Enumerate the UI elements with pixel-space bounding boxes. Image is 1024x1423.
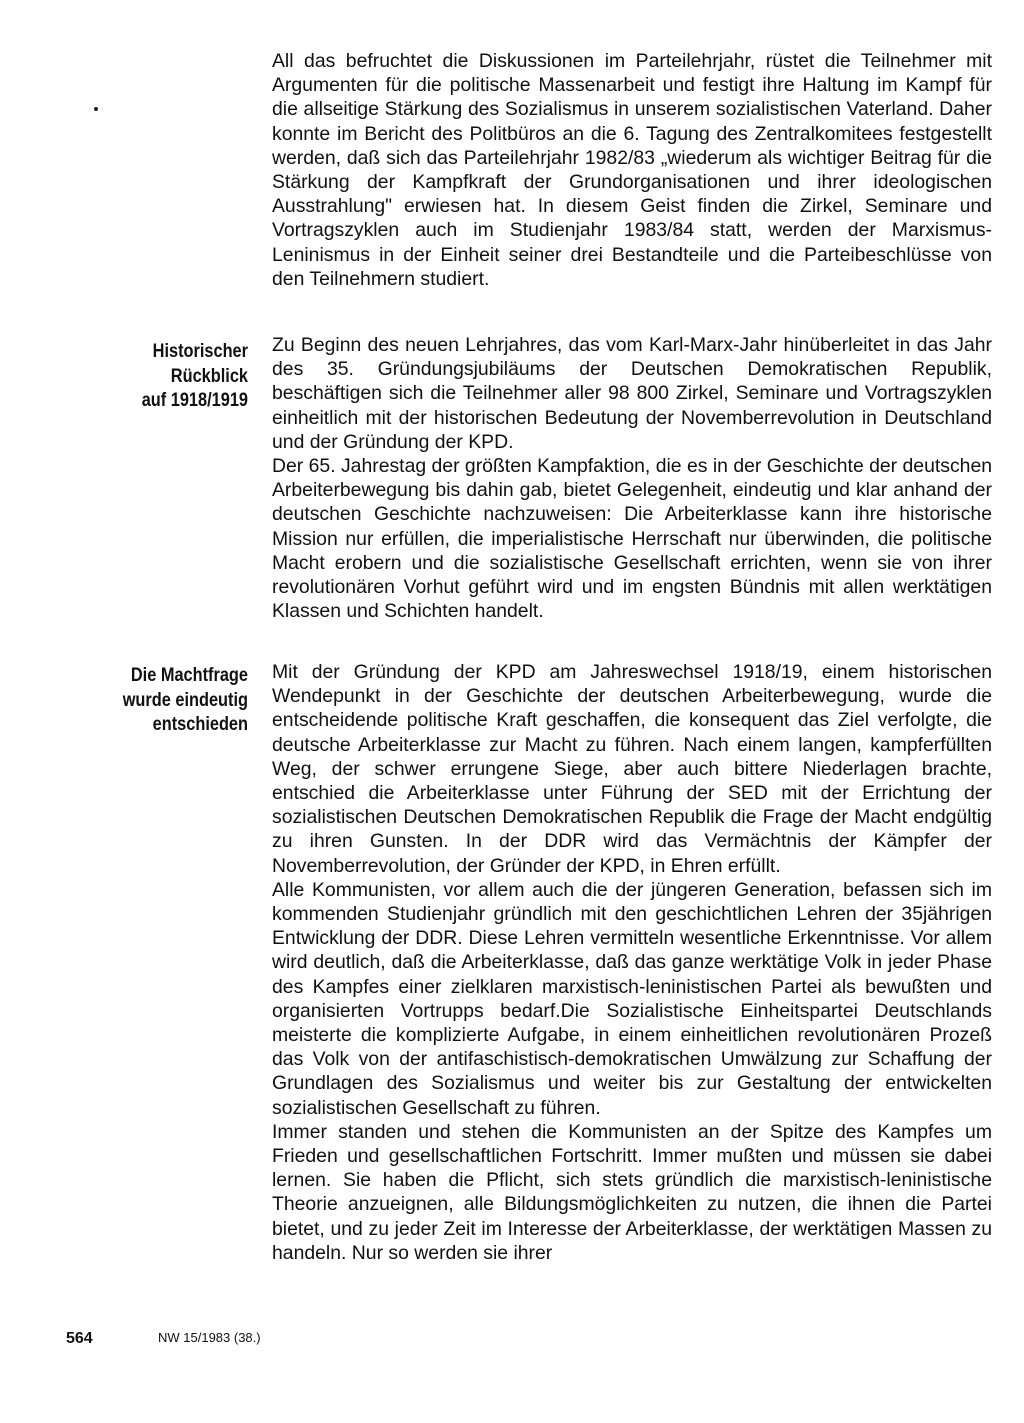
marginal-heading-historischer-rueckblick: Historischer Rückblick auf 1918/1919 <box>141 341 248 411</box>
body-paragraph: All das befruchtet die Diskussionen im Parteilehrjahr, rüstet die Teilnehmer mit Argumenten für die politische Massenarbeit und festigt ihre Haltung im Kampf für die allseitige Stärkung des Sozialismus in unserem sozialistischen Vaterland. Daher konnte im Bericht des Politbüros an die 6. Tagung des Zentralkomitees festgestellt werden, daß sich das Parteilehrjahr 1982/83 „wiederum als wichtiger Beitrag für die Stärkung der Kampfkraft der Grundorganisationen und ihrer ideologischen Ausstrahlung" erwiesen hat. In diesem Geist finden die Zirkel, Seminare und Vortragszyklen auch im Studienjahr 1983/84 statt, werden der Marxismus-Leninismus in der Einheit seiner drei Bestandteile und die Parteibeschlüsse von den Teilnehmern studiert. <box>272 50 992 290</box>
body-paragraph: Immer standen und stehen die Kommunisten an der Spitze des Kampfes um Frieden und gesellschaftlichen Fortschritt. Immer mußten und müssen sie dabei lernen. Sie haben die Pflicht, sich stets gründlich die marxistisch-leninistische Theorie anzueignen, alle Bildungsmöglichkeiten zu nutzen, die ihnen die Partei bietet, und zu jeder Zeit im Interesse der Arbeiterklasse, der werktätigen Massen zu handeln. Nur so werden sie ihrer <box>272 1120 992 1264</box>
marginal-heading-machtfrage: Die Machtfrage wurde eindeutig entschieden <box>122 665 248 735</box>
body-section-1 <box>272 49 992 291</box>
issue-reference: NW 15/1983 (38.) <box>158 1330 261 1345</box>
body-section-3 <box>272 660 992 1265</box>
body-paragraph: Mit der Gründung der KPD am Jahreswechsel 1918/19, einem historischen Wendepunkt in der Geschichte der deutschen Arbeiterbewegung, wurde die entscheidende politische Kraft geschaffen, die konsequent das Ziel verfolgte, die deutsche Arbeiterklasse zur Macht zu führen. Nach einem langen, kampferfüllten Weg, der schwer errungene Siege, aber auch bittere Niederlagen brachte, entschied die Arbeiterklasse unter Führung der SED mit der Errichtung der sozialistischen Deutschen Demokratischen Republik die Frage der Macht endgültig zu ihren Gunsten. In der DDR wird das Vermächtnis der Kämpfer der Novemberrevolution, der Gründer der KPD, in Ehren erfüllt. <box>272 661 992 877</box>
body-paragraph: Alle Kommunisten, vor allem auch die der jüngeren Generation, befassen sich im kommenden Studienjahr gründlich mit den geschichtlichen Lehren der 35jährigen Entwicklung der DDR. Diese Lehren vermitteln wesentliche Erkenntnisse. Vor allem wird deutlich, daß die Arbeiterklasse, daß das ganze werktätige Volk in jeder Phase des Kampfes einer zielklaren marxistisch-leninistischen Partei als bewußten und organisierten Vortrupps bedarf.Die Sozialistische Einheitspartei Deutschlands meisterte die komplizierte Aufgabe, in einem einheitlichen revolutionären Prozeß das Volk von der antifaschistisch-demokratischen Umwälzung zur Schaffung der Grundlagen des Sozialismus und weiter bis zur Gestaltung der entwickelten sozialistischen Gesellschaft zu führen. <box>272 878 992 1119</box>
body-section-2 <box>272 333 992 623</box>
body-paragraph: Zu Beginn des neuen Lehrjahres, das vom Karl-Marx-Jahr hinüberleitet in das Jahr des 35. Gründungsjubiläums der Deutschen Demokratischen Republik, beschäftigen sich die Teilnehmer aller 98 800 Zirkel, Seminare und Vortragszyklen einheitlich mit der historischen Bedeutung der Novemberrevolution in Deutschland und der Gründung der KPD. <box>272 334 992 453</box>
page-number: 564 <box>66 1330 93 1347</box>
body-paragraph: Der 65. Jahrestag der größten Kampfaktion, die es in der Geschichte der deutschen Arbeiterbewegung bis dahin gab, bietet Gelegenheit, eindeutig und klar anhand der deutschen Geschichte nachzuweisen: Die Arbeiterklasse kann ihre historische Mission nur erfüllen, die imperialistische Herrschaft nur überwinden, die politische Macht erobern und die sozialistische Gesellschaft errichten, wenn sie von ihrer revolutionären Vorhut geführt wird und im engsten Bündnis mit allen werktätigen Klassen und Schichten handelt. <box>272 455 993 623</box>
print-speck <box>94 107 98 111</box>
